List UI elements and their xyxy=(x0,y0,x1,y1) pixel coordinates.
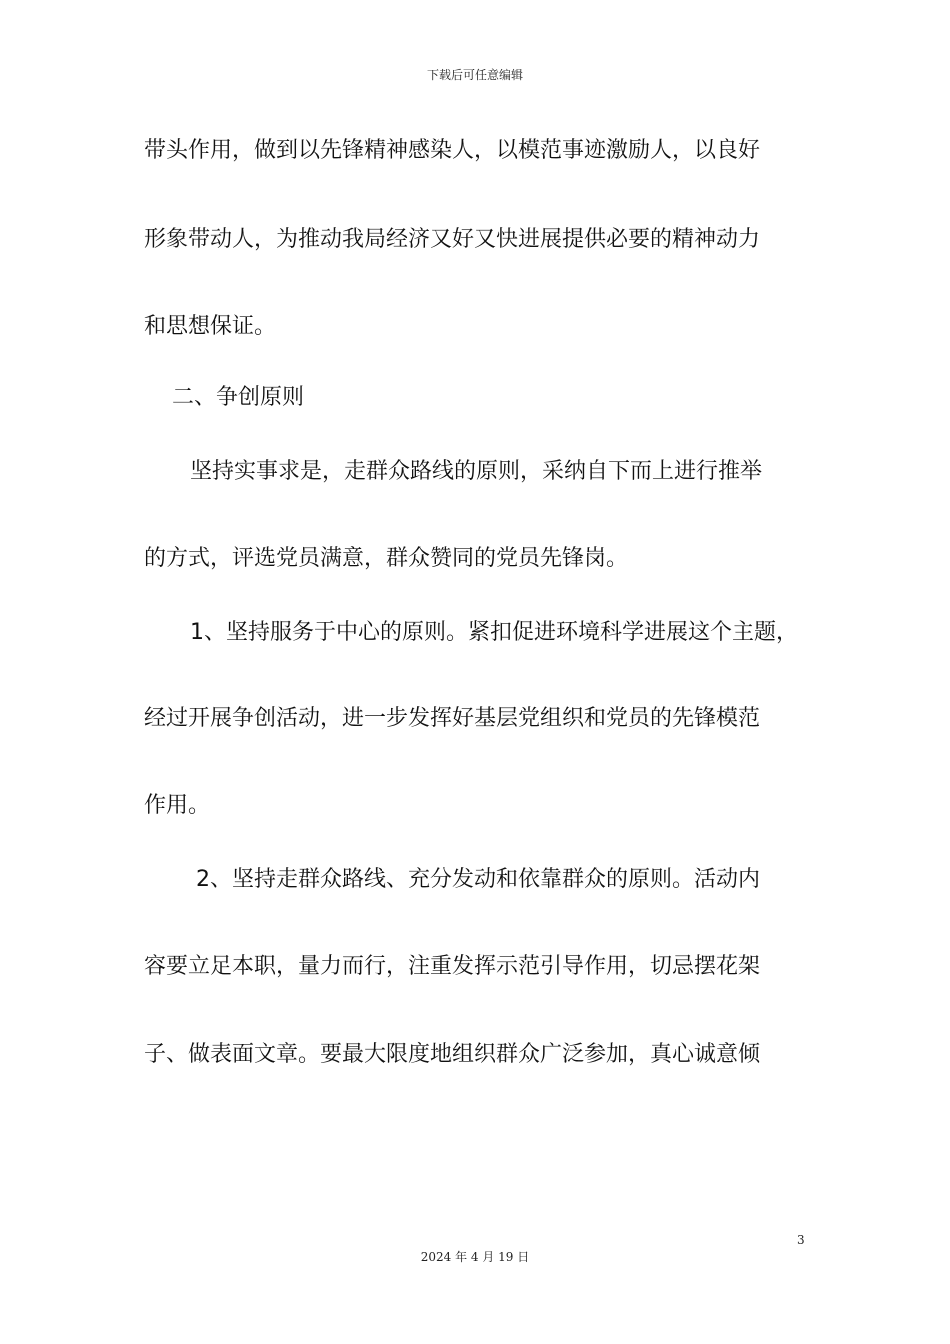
body-line-12: 子、做表面文章。要最大限度地组织群众广泛参加，真心诚意倾 xyxy=(144,1042,761,1067)
body-line-2: 形象带动人，为推动我局经济又好又快进展提供必要的精神动力 xyxy=(144,227,761,252)
body-line-5: 坚持实事求是，走群众路线的原则，采纳自下而上进行推举 xyxy=(190,459,763,484)
section-heading: 二、争创原则 xyxy=(172,385,305,410)
body-line-9: 作用。 xyxy=(144,793,211,818)
body-line-10: 2、坚持走群众路线、充分发动和依靠群众的原则。活动内 xyxy=(196,867,760,892)
body-line-8: 经过开展争创活动，进一步发挥好基层党组织和党员的先锋模范 xyxy=(144,706,761,731)
footer-date: 2024 年 4 月 19 日 xyxy=(420,1250,530,1264)
body-line-11: 容要立足本职，量力而行，注重发挥示范引导作用，切忌摆花架 xyxy=(144,954,761,979)
body-line-1: 带头作用，做到以先锋精神感染人，以模范事迹激励人，以良好 xyxy=(144,138,761,163)
body-line-3: 和思想保证。 xyxy=(144,314,277,339)
header-note: 下载后可任意编辑 xyxy=(426,68,523,82)
body-line-6: 的方式，评选党员满意，群众赞同的党员先锋岗。 xyxy=(144,546,629,571)
page-number: 3 xyxy=(797,1233,805,1247)
body-line-7: 1、坚持服务于中心的原则。紧扣促进环境科学进展这个主题， xyxy=(190,620,798,645)
